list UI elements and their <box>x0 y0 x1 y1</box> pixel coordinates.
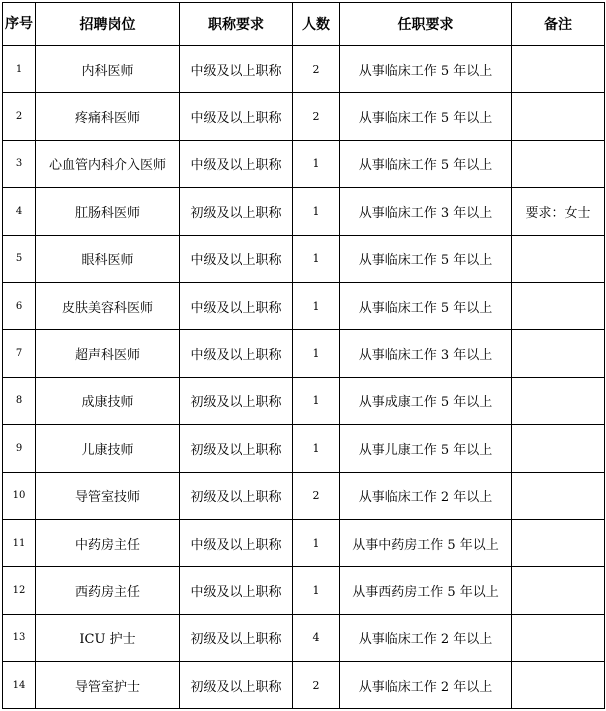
cell-experience: 从事成康工作 5 年以上 <box>340 377 512 424</box>
cell-seq: 5 <box>3 235 36 282</box>
cell-count: 1 <box>293 188 340 235</box>
cell-position: 导管室护士 <box>36 662 180 709</box>
cell-experience: 从事临床工作 5 年以上 <box>340 235 512 282</box>
cell-position: 肛肠科医师 <box>36 188 180 235</box>
cell-seq: 3 <box>3 140 36 187</box>
cell-count: 1 <box>293 519 340 566</box>
cell-seq: 11 <box>3 519 36 566</box>
cell-count: 4 <box>293 614 340 661</box>
cell-position: 儿康技师 <box>36 425 180 472</box>
cell-note <box>512 662 605 709</box>
cell-title-requirement: 中级及以上职称 <box>180 235 293 282</box>
cell-count: 1 <box>293 567 340 614</box>
cell-seq: 14 <box>3 662 36 709</box>
table-row <box>3 377 605 424</box>
header-position: 招聘岗位 <box>36 3 180 46</box>
recruitment-table <box>2 2 605 709</box>
table-row <box>3 519 605 566</box>
cell-title-requirement: 中级及以上职称 <box>180 330 293 377</box>
cell-experience: 从事临床工作 2 年以上 <box>340 662 512 709</box>
cell-note <box>512 93 605 140</box>
cell-count: 1 <box>293 330 340 377</box>
cell-count: 1 <box>293 377 340 424</box>
cell-count: 2 <box>293 46 340 93</box>
cell-experience: 从事临床工作 5 年以上 <box>340 93 512 140</box>
cell-position: 眼科医师 <box>36 235 180 282</box>
cell-title-requirement: 初级及以上职称 <box>180 472 293 519</box>
cell-position: 导管室技师 <box>36 472 180 519</box>
cell-seq: 12 <box>3 567 36 614</box>
table-row <box>3 188 605 235</box>
table-row <box>3 140 605 187</box>
cell-title-requirement: 中级及以上职称 <box>180 46 293 93</box>
cell-note <box>512 472 605 519</box>
cell-experience: 从事儿康工作 5 年以上 <box>340 425 512 472</box>
table-row <box>3 662 605 709</box>
cell-note <box>512 235 605 282</box>
cell-seq: 6 <box>3 282 36 329</box>
cell-count: 2 <box>293 93 340 140</box>
table-row <box>3 282 605 329</box>
table-row <box>3 235 605 282</box>
cell-seq: 4 <box>3 188 36 235</box>
cell-title-requirement: 中级及以上职称 <box>180 282 293 329</box>
header-note: 备注 <box>512 3 605 46</box>
cell-count: 1 <box>293 235 340 282</box>
cell-position: 疼痛科医师 <box>36 93 180 140</box>
cell-position: 超声科医师 <box>36 330 180 377</box>
cell-seq: 13 <box>3 614 36 661</box>
cell-count: 1 <box>293 282 340 329</box>
cell-title-requirement: 初级及以上职称 <box>180 662 293 709</box>
cell-experience: 从事临床工作 5 年以上 <box>340 46 512 93</box>
cell-title-requirement: 中级及以上职称 <box>180 519 293 566</box>
header-experience: 任职要求 <box>340 3 512 46</box>
cell-position: 心血管内科介入医师 <box>36 140 180 187</box>
cell-position: 成康技师 <box>36 377 180 424</box>
header-count: 人数 <box>293 3 340 46</box>
cell-seq: 1 <box>3 46 36 93</box>
cell-experience: 从事西药房工作 5 年以上 <box>340 567 512 614</box>
cell-note <box>512 282 605 329</box>
table-row <box>3 472 605 519</box>
table-row <box>3 425 605 472</box>
cell-note <box>512 46 605 93</box>
cell-note <box>512 330 605 377</box>
cell-seq: 9 <box>3 425 36 472</box>
cell-note <box>512 140 605 187</box>
cell-note: 要求：女士 <box>512 188 605 235</box>
cell-seq: 7 <box>3 330 36 377</box>
cell-note <box>512 614 605 661</box>
header-row <box>3 3 605 46</box>
cell-experience: 从事临床工作 2 年以上 <box>340 472 512 519</box>
cell-note <box>512 425 605 472</box>
cell-count: 2 <box>293 662 340 709</box>
cell-experience: 从事临床工作 3 年以上 <box>340 330 512 377</box>
cell-note <box>512 567 605 614</box>
cell-seq: 2 <box>3 93 36 140</box>
cell-experience: 从事临床工作 3 年以上 <box>340 188 512 235</box>
cell-title-requirement: 初级及以上职称 <box>180 614 293 661</box>
cell-position: 内科医师 <box>36 46 180 93</box>
cell-experience: 从事中药房工作 5 年以上 <box>340 519 512 566</box>
cell-note <box>512 377 605 424</box>
table-row <box>3 93 605 140</box>
cell-position: 中药房主任 <box>36 519 180 566</box>
table-row <box>3 614 605 661</box>
cell-position: 皮肤美容科医师 <box>36 282 180 329</box>
cell-title-requirement: 中级及以上职称 <box>180 567 293 614</box>
cell-title-requirement: 中级及以上职称 <box>180 140 293 187</box>
cell-title-requirement: 中级及以上职称 <box>180 93 293 140</box>
header-seq: 序号 <box>3 3 36 46</box>
header-title-requirement: 职称要求 <box>180 3 293 46</box>
cell-note <box>512 519 605 566</box>
cell-experience: 从事临床工作 5 年以上 <box>340 282 512 329</box>
table-row <box>3 567 605 614</box>
cell-count: 1 <box>293 140 340 187</box>
table-row <box>3 330 605 377</box>
cell-title-requirement: 初级及以上职称 <box>180 377 293 424</box>
cell-seq: 10 <box>3 472 36 519</box>
cell-seq: 8 <box>3 377 36 424</box>
cell-count: 2 <box>293 472 340 519</box>
cell-title-requirement: 初级及以上职称 <box>180 188 293 235</box>
cell-experience: 从事临床工作 2 年以上 <box>340 614 512 661</box>
cell-position: 西药房主任 <box>36 567 180 614</box>
cell-position: ICU 护士 <box>36 614 180 661</box>
cell-experience: 从事临床工作 5 年以上 <box>340 140 512 187</box>
cell-count: 1 <box>293 425 340 472</box>
table-row <box>3 46 605 93</box>
cell-title-requirement: 初级及以上职称 <box>180 425 293 472</box>
